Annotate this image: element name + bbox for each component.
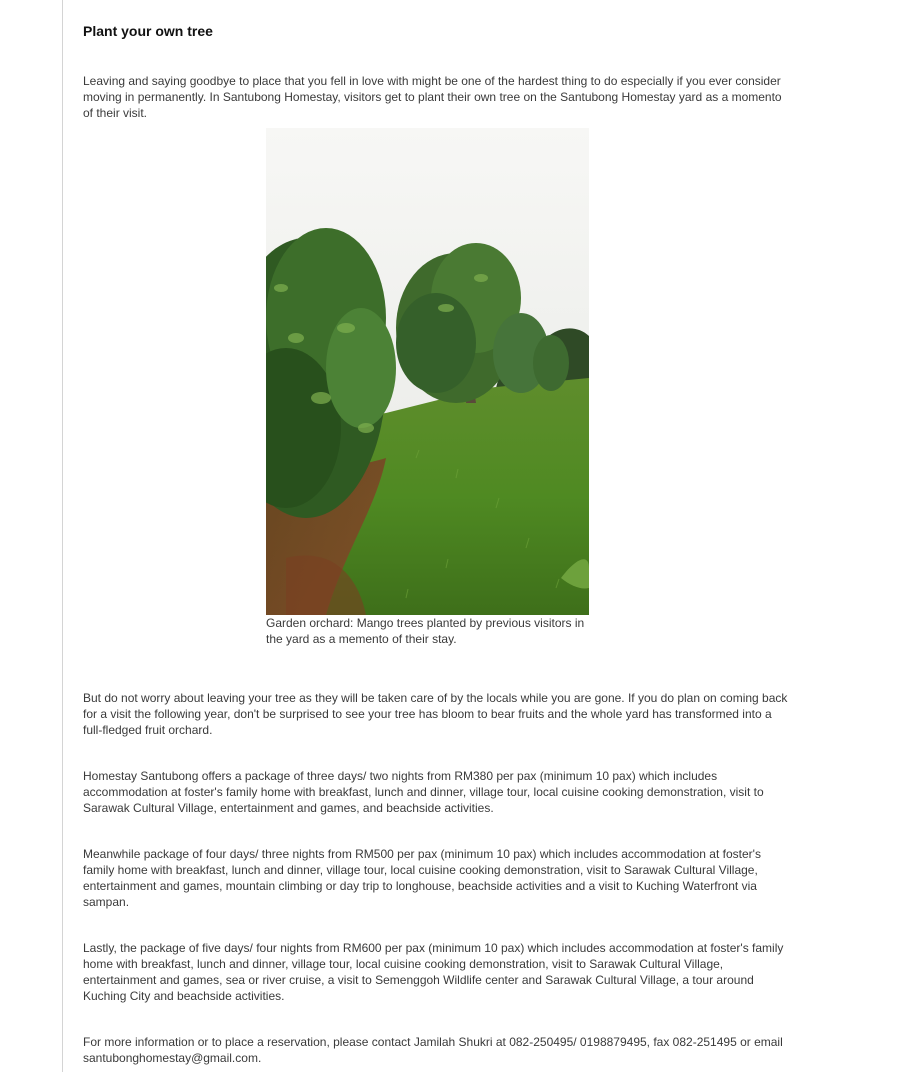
orchard-figure [266,128,589,647]
article-heading: Plant your own tree [83,23,213,39]
left-border-rule [62,0,63,1072]
figure-caption: Garden orchard: Mango trees planted by previous visitors in the yard as a memento of their stay. [266,616,585,646]
body-paragraph: Homestay Santubong offers a package of three days/ two nights from RM380 per pax (minimum 10 pax) which includes accommodation at foster's family home with breakfast, lunch and dinner, village tour, local cuisine cooking demonstration, visit to Sarawak Cultural Village, entertainment and games, and beachside activities. [83,769,764,815]
body-paragraph: But do not worry about leaving your tree as they will be taken care of by the locals while you are gone. If you do plan on coming back for a visit the following year, don't be surprised to see your tree has bloom to bear fruits and the whole yard has transformed into a full-fledged fruit orchard. [83,691,788,737]
intro-paragraph: Leaving and saying goodbye to place that you fell in love with might be one of the hardest thing to do especially if you ever consider moving in permanently. In Santubong Homestay, visitors get to plant their own tree on the Santubong Homestay yard as a momento of their visit. [83,74,782,120]
body-paragraph: Meanwhile package of four days/ three nights from RM500 per pax (minimum 10 pax) which includes accommodation at foster's family home with breakfast, lunch and dinner, village tour, local cuisine cooking demonstration, visit to Sarawak Cultural Village, entertainment and games, mountain climbing or day trip to longhouse, beachside activities and a visit to Kuching Waterfront via sampan. [83,847,761,909]
body-paragraph: Lastly, the package of five days/ four nights from RM600 per pax (minimum 10 pax) which includes accommodation at foster's family home with breakfast, lunch and dinner, village tour, local cuisine cooking demonstration, visit to Sarawak Cultural Village, entertainment and games, sea or river cruise, a visit to Semenggoh Wildlife center and Sarawak Cultural Village, a tour around Kuching City and beachside activities. [83,941,784,1003]
contact-paragraph: For more information or to place a reservation, please contact Jamilah Shukri at 082-250495/ 0198879495, fax 082-251495 or email santubonghomestay@gmail.com. [83,1035,783,1065]
orchard-photo [266,128,589,615]
